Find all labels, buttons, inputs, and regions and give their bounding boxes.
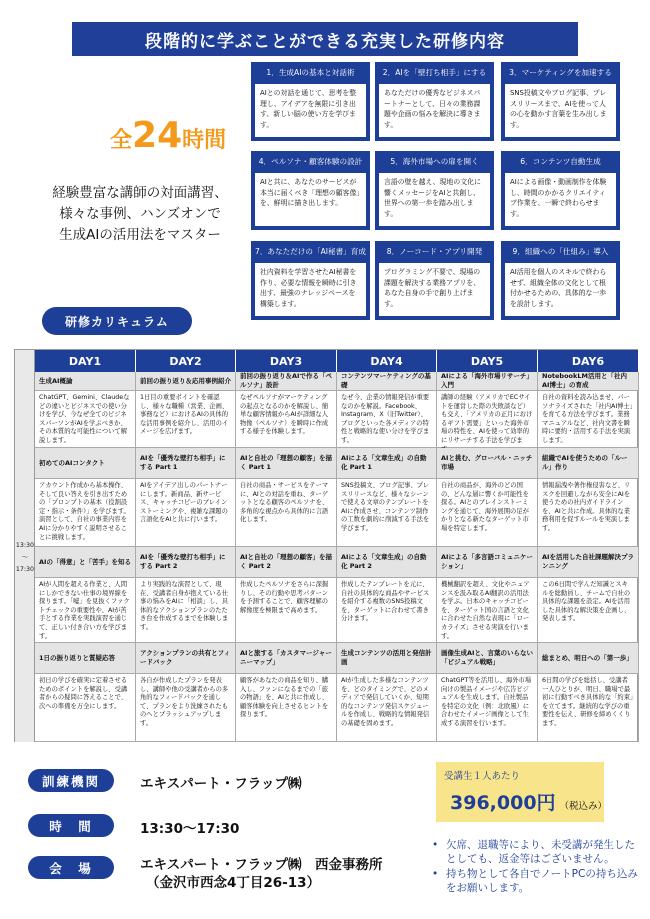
session-description: 各自が作成したプランを発表し、講師や他の受講者からの多角的なフィードバックを通して、プランをより洗練されたものへとブラッシュアップします。 [136, 674, 236, 742]
bullet-icon: • [432, 868, 439, 880]
module-title: 5．海外市場への扉を開く [390, 156, 479, 166]
session-topic: 総まとめ、明日への「第一歩」 [538, 643, 639, 674]
module-card-8 [375, 241, 494, 320]
time-column [15, 350, 35, 742]
module-title: 3．マーケティングを加速する [509, 67, 612, 77]
session-topic: AIと自社の「理想の顧客」を描く Part 1 [236, 448, 337, 479]
session-description: 自社の商品が、海外のどの国の、どんな層に響くか可能性を探る。AIとのブレインストーミングを通じて、海外展開の足がかりとなる新たなターゲット市場を特定します。 [437, 479, 538, 547]
session-topic: 1日の振り返りと質疑応答 [35, 643, 136, 674]
session-description: 自社の商品・サービスをテーマに、AIとの対話を重ね、ターゲットとなる顧客のペルソナを、多角的な視点から具体的に言語化します。 [236, 479, 337, 547]
module-card-6 [501, 151, 620, 230]
module-card-2 [375, 62, 494, 141]
note-item [432, 838, 642, 866]
session-description: 情報漏洩や著作権侵害など、リスクを回避しながら安全にAIを使うための社内ガイドラインを、AIと共に作成。具体的な業務利用を促すルールを実演します。 [538, 479, 639, 547]
note-item [432, 867, 642, 895]
module-card-9 [501, 241, 620, 320]
session-description: 作成したテンプレートを元に、自社の具体的な商品やサービスを紹介する複数のSNS投稿文を、ターゲットに合わせて書き分けます。 [337, 578, 437, 643]
time-end: 17:30 [15, 566, 35, 573]
session-description: 自社の資料を読み込ませ、パーソナライズされた「社内AI博士」を育てる方法を学びます。業務マニュアルなど、社内文書を瞬時に要約・活用する手法を実演します。 [538, 391, 639, 448]
session-topic: NotebookLM活用と「社内AI博士」の育成 [538, 372, 639, 391]
module-card-7 [251, 241, 370, 320]
session-description: 顧客があなたの商品を知り、購入し、ファンになるまでの「旅の物語」を、AIと共に作成し、顧客体験を向上させるヒントを探ります。 [236, 674, 337, 742]
session-description: 6日間の学びを総括し、受講者一人ひとりが、明日、職場で最初に行動すべき具体的な「約束」を立てます。継続的な学びの重要性を伝え、研修を締めくくります。 [538, 674, 639, 742]
session-topic: 生成コンテンツの活用と発信計画 [337, 643, 437, 674]
day-header: DAY1 [35, 350, 136, 372]
page-title: 段階的に学ぶことができる充実した研修内容 [72, 22, 578, 56]
total-hours-number: 24 [132, 115, 183, 156]
total-hours-prefix: 全 [110, 128, 133, 153]
module-card-4 [251, 151, 370, 230]
session-description: 1日目の重要ポイントを確認し、様々な職種（営業、企画、事務など）におけるAIの具体的な活用事例を紹介し、活用のイメージを広げます。 [136, 391, 236, 448]
notes [432, 838, 642, 896]
tagline-line: 経験豊富な講師の対面講習、 [52, 185, 228, 201]
session-description: SNS投稿文、ブログ記事、プレスリリースなど、様々なシーンで使える文章のテンプレートをAIに作成させ、コンテンツ制作の工数を劇的に削減する手法を学びます。 [337, 479, 437, 547]
session-description: この6日間で学んだ知識とスキルを総動員し、チームで自社の具体的な課題を設定。AIを活用した具体的な解決策を企画し、発表します。 [538, 578, 639, 643]
day-header: DAY6 [538, 350, 639, 372]
session-topic: AIの「得意」と「苦手」を知る [35, 547, 136, 578]
venue-value: エキスパート・フラップ㈱ 西金事務所 [140, 857, 383, 873]
time-label: 時 間 [28, 814, 114, 837]
session-description: AIをアイデア出しのパートナーにします。新商品、新サービス、キャッチコピーのブレインストーミングや、複雑な課題の言語化をAIと共に行います。 [136, 479, 236, 547]
session-topic: AIによる「文章生成」の自動化 Part 1 [337, 448, 437, 479]
price-label: 受講生１人あたり [444, 771, 521, 782]
module-title: 8．ノーコード・アプリ開発 [386, 246, 483, 256]
tagline-line: 生成AIの活用法をマスター [59, 227, 221, 243]
session-topic: コンテンツマーケティングの基礎 [337, 372, 437, 391]
session-description: ChatGPT、Gemini、Claudeなどの違いとビジネスでの使い分けを学び、今なぜ全てのビジネスパーソンがAIを学ぶべきか、その本質的な可能性について解説します。 [35, 391, 136, 448]
day-header: DAY3 [236, 350, 337, 372]
session-topic: 生成AI概論 [35, 372, 136, 391]
total-hours-suffix: 時間 [182, 128, 227, 153]
session-topic: AIによる「文章生成」の自動化 Part 2 [337, 547, 437, 578]
total-hours [110, 115, 240, 158]
venue-address: （金沢市西念4丁目26-13） [146, 875, 321, 891]
session-description: なぜ今、企業の情報発信が重要なのかを解説。Facebook、Instagram、X（旧Twitter）、ブログといった各メディアの特性と戦略的な使い分けを学びます。 [337, 391, 437, 448]
organizer-label: 訓練機関 [28, 769, 114, 792]
curriculum-label: 研修カリキュラム [42, 307, 192, 335]
session-description: 作成したペルソナをさらに深掘りし、その行動や思考パターンを予測することで、顧客理解の解像度を極限まで高めます。 [236, 578, 337, 643]
session-topic: AIと挑む、グローバル・ニッチ市場 [437, 448, 538, 479]
note-text: 持ち物として各自でノートPCの持ち込みをお願いします。 [446, 868, 638, 894]
session-topic: AIを活用した自社課題解決プランニング [538, 547, 639, 578]
venue-label: 会 場 [28, 856, 114, 879]
module-description: AIとの対話を通じて、思考を整理し、アイデアを無限に引き出す、新しい脳の使い方を学びます。 [255, 84, 366, 137]
day-header: DAY2 [136, 350, 236, 372]
note-text: 欠席、退職等により、未受講が発生したとしても、返金等はございません。 [446, 839, 635, 865]
session-topic: AIを「優秀な壁打ち相手」にする Part 2 [136, 547, 236, 578]
module-description: あなただけの優秀なビジネスパートナーとして、日々の業務課題や企画の悩みを解決に導きます。 [379, 84, 490, 137]
module-title: 7．あなただけの「AI秘書」育成 [255, 246, 366, 256]
module-title: 6．コンテンツ自動生成 [520, 156, 601, 166]
module-description: 言語の壁を越え、現地の文化に響くメッセージをAIと共創し、世界への第一歩を踏み出します。 [379, 173, 490, 226]
module-description: 社内資料を学習させたAI秘書を作り、必要な情報を瞬時に引き出す、最強のナレッジベースを構築します。 [255, 263, 366, 316]
curriculum-table [14, 349, 638, 742]
session-topic: 初めてのAIコンタクト [35, 448, 136, 479]
module-title: 2．AIを「壁打ち相手」にする [382, 67, 487, 77]
session-topic: 前回の振り返り＆AIで作る「ペルソナ」設計 [236, 372, 337, 391]
session-description: なぜペルソナがマーケティングの起点となるのかを解説し、簡単な顧客情報からAIが詳細な人物像（ペルソナ）を瞬時に作成する様子を体験します。 [236, 391, 337, 448]
organizer-value: エキスパート・フラップ㈱ [140, 776, 302, 792]
session-description: 講師の経験（アメリカでECサイトを運営した際の失敗談など）も交え、「アメリカの正月におけるギフト需要」といった海外市場の特性を、AIを使って効率的にリサーチする手法を学びま [437, 391, 538, 448]
price-box [436, 762, 608, 822]
module-title: 9．組織への「仕組み」導入 [512, 246, 609, 256]
session-topic: AIと自社の「理想の顧客」を描く Part 2 [236, 547, 337, 578]
session-description: 初日の学びを確実に定着させるためのポイントを解説し、受講者からの疑問に答えることで、次への準備を万全にします。 [35, 674, 136, 742]
price-tax: （税込み） [559, 801, 608, 812]
session-topic: 前回の振り返り＆応用事例紹介 [136, 372, 236, 391]
time-separator: ～ [21, 554, 29, 561]
module-description: AIと共に、あなたのサービスが本当に届くべき「理想の顧客像」を、鮮明に描き出します。 [255, 173, 366, 226]
module-card-3 [501, 62, 620, 141]
module-description: AIによる画像・動画制作を体験し、時間のかかるクリエイティブ作業を、一瞬で終わらせます。 [505, 173, 616, 226]
module-description: プログラミング不要で、現場の課題を解決する業務アプリを、あなた自身の手で創り上げます。 [379, 263, 490, 316]
session-topic: 画像生成AIと、言葉のいらない「ビジュアル戦略」 [437, 643, 538, 674]
session-topic: AIを「優秀な壁打ち相手」にする Part 1 [136, 448, 236, 479]
module-card-1 [251, 62, 370, 141]
tagline-line: 様々な事例、ハンズオンで [59, 206, 221, 222]
session-description: アカウント作成から基本操作、そして良い答えを引き出すための「プロンプトの基本（役割設定・指示・条件）」を学びます。演習として、自社の事業内容をAIに分かりやすく説明させることに挑戦します。 [35, 479, 136, 547]
session-description: より実践的な演習として、現在、受講者自身が抱えている仕事の悩みをAIに「相談」し、具体的なアクションプランのたたき台を作成するまでを体験します。 [136, 578, 236, 643]
module-description: SNS投稿文やブログ記事、プレスリリースまで、AIを使って人の心を動かす言葉を生み出します。 [505, 84, 616, 137]
module-description: AI活用を個人のスキルで終わらせず、組織全体の文化として根付かせるための、具体的な一歩を設計します。 [505, 263, 616, 316]
price-amount-row [450, 788, 607, 815]
time-value: 13:30～17:30 [140, 821, 240, 837]
module-title: 4．ペルソナ・顧客体験の設計 [258, 156, 363, 166]
day-header: DAY4 [337, 350, 437, 372]
session-topic: AIによる「多言語コミュニケーション」 [437, 547, 538, 578]
module-card-5 [375, 151, 494, 230]
bullet-icon: • [432, 839, 439, 851]
module-title: 1．生成AIの基本と対話術 [266, 67, 355, 77]
session-topic: 組織でAIを使うための「ルール」作り [538, 448, 639, 479]
tagline [22, 183, 258, 246]
session-topic: アクションプランの共有とフィードバック [136, 643, 236, 674]
day-header: DAY5 [437, 350, 538, 372]
time-range [15, 540, 35, 576]
session-topic: AIによる「海外市場リサーチ」入門 [437, 372, 538, 391]
session-topic: AIと旅する「カスタマージャーニーマップ」 [236, 643, 337, 674]
session-description: 機械翻訳を超え、文化やニュアンスを汲み取るAI翻訳の活用法を学ぶ。日本のキャッチコピーを、ターゲット国の言語と文化に合わせた自然な表現に「ローカライズ」させる実演を行います。 [437, 578, 538, 643]
session-description: AIが人間を超える作業と、人間にしかできない仕事の境界線を探ります。「嘘」を見抜くファクトチェックの重要性や、AIが苦手とする作業を実践演習を通じて、正しい付き合い方を学びます。 [35, 578, 136, 643]
session-description: AIが生成した多様なコンテンツを、どのタイミングで、どのメディアで発信していくか、短期的なコンテンツ発信スケジュールを作成し、戦略的な情報発信の基礎を固めます。 [337, 674, 437, 742]
time-start: 13:30 [15, 542, 35, 549]
price-amount: 396,000円 [450, 792, 556, 814]
session-description: ChatGPT等を活用し、海外市場向けの製品イメージや広告ビジュアルを生成します。自社製品を特定の文化（例：北欧風）に合わせたイメージ画像として生成する演習を行います。 [437, 674, 538, 742]
